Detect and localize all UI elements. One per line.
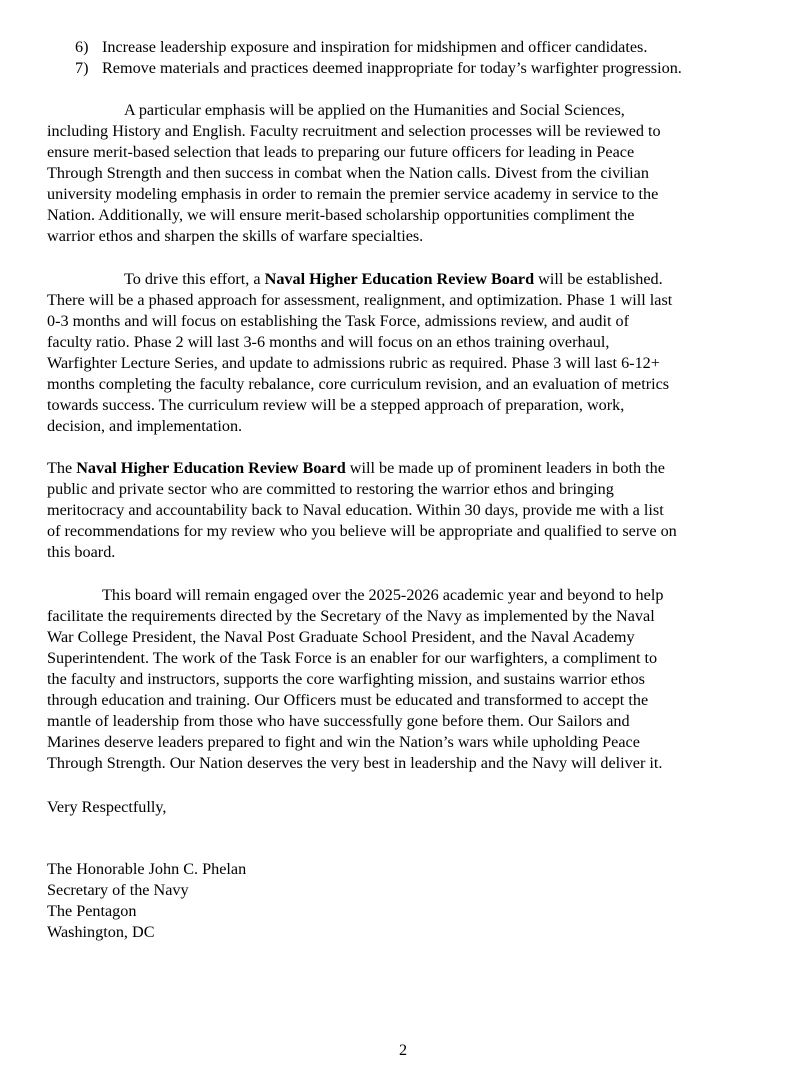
closing-salutation: Very Respectfully, bbox=[47, 798, 167, 816]
numbered-list bbox=[75, 37, 795, 79]
paragraph-line: facilitate the requirements directed by the Secretary of the Navy as implemented by the Naval bbox=[47, 607, 655, 625]
paragraph-line: the faculty and instructors, supports the core warfighting mission, and sustains warrior ethos bbox=[47, 670, 645, 688]
paragraph-line: this board. bbox=[47, 543, 116, 561]
signer-title: Secretary of the Navy bbox=[47, 881, 189, 899]
signer-office: The Pentagon bbox=[47, 902, 137, 920]
paragraph-line: This board will remain engaged over the 2025-2026 academic year and beyond to help bbox=[102, 586, 664, 604]
list-text: Increase leadership exposure and inspiration for midshipmen and officer candidates. bbox=[102, 38, 648, 56]
paragraph-line: Through Strength. Our Nation deserves the very best in leadership and the Navy will deliver it. bbox=[47, 754, 663, 772]
list-item-7 bbox=[75, 58, 795, 79]
list-item-6 bbox=[75, 37, 795, 58]
paragraph-line: Through Strength and then success in combat when the Nation calls. Divest from the civilian bbox=[47, 164, 649, 182]
paragraph-review-board-phases bbox=[47, 269, 767, 437]
paragraph-line: towards success. The curriculum review will be a stepped approach of preparation, work, bbox=[47, 396, 625, 414]
paragraph-line: including History and English. Faculty recruitment and selection processes will be reviewed to bbox=[47, 122, 661, 140]
paragraph-humanities-emphasis bbox=[47, 100, 767, 247]
paragraph-line: Nation. Additionally, we will ensure merit-based scholarship opportunities compliment the bbox=[47, 206, 635, 224]
paragraph-line: Superintendent. The work of the Task Force is an enabler for our warfighters, a compliment to bbox=[47, 649, 658, 667]
paragraph-line: warrior ethos and sharpen the skills of warfare specialties. bbox=[47, 227, 424, 245]
text-run: will be made up of prominent leaders in both the bbox=[345, 459, 665, 477]
text-run: will be established. bbox=[534, 270, 663, 288]
paragraph-board-membership bbox=[47, 458, 767, 563]
list-text: Remove materials and practices deemed inappropriate for today’s warfighter progression. bbox=[102, 59, 682, 77]
board-name-bold: Naval Higher Education Review Board bbox=[264, 270, 535, 288]
text-run: The bbox=[47, 459, 77, 477]
paragraph-line bbox=[47, 458, 767, 479]
page-number: 2 bbox=[398, 1041, 408, 1059]
paragraph-line: 0-3 months and will focus on establishing the Task Force, admissions review, and audit of bbox=[47, 312, 629, 330]
list-number: 7) bbox=[75, 59, 89, 77]
paragraph-line: through education and training. Our Officers must be educated and transformed to accept the bbox=[47, 691, 649, 709]
paragraph-line: A particular emphasis will be applied on the Humanities and Social Sciences, bbox=[124, 101, 625, 119]
paragraph-line: decision, and implementation. bbox=[47, 417, 243, 435]
paragraph-line bbox=[47, 269, 767, 290]
text-run: To drive this effort, a bbox=[124, 270, 265, 288]
paragraph-line: meritocracy and accountability back to Naval education. Within 30 days, provide me with a list bbox=[47, 501, 664, 519]
paragraph-line: ensure merit-based selection that leads to preparing our future officers for leading in Peace bbox=[47, 143, 635, 161]
paragraph-line: Warfighter Lecture Series, and update to admissions rubric as required. Phase 3 will last 6-12+ bbox=[47, 354, 660, 372]
paragraph-line: mantle of leadership from those who have successfully gone before them. Our Sailors and bbox=[47, 712, 630, 730]
paragraph-line: Marines deserve leaders prepared to fight and win the Nation’s wars while upholding Peace bbox=[47, 733, 640, 751]
paragraph-line: university modeling emphasis in order to remain the premier service academy in service to the bbox=[47, 185, 659, 203]
paragraph-board-engagement bbox=[47, 585, 767, 774]
paragraph-line: of recommendations for my review who you believe will be appropriate and qualified to serve on bbox=[47, 522, 677, 540]
paragraph-line: faculty ratio. Phase 2 will last 3-6 months and will focus on an ethos training overhaul, bbox=[47, 333, 610, 351]
list-number: 6) bbox=[75, 38, 89, 56]
paragraph-line: months completing the faculty rebalance, core curriculum revision, and an evaluation of metrics bbox=[47, 375, 670, 393]
signer-name: The Honorable John C. Phelan bbox=[47, 860, 247, 878]
paragraph-line: There will be a phased approach for assessment, realignment, and optimization. Phase 1 will last bbox=[47, 291, 673, 309]
signature-block bbox=[47, 859, 246, 943]
paragraph-line: War College President, the Naval Post Graduate School President, and the Naval Academy bbox=[47, 628, 635, 646]
board-name-bold: Naval Higher Education Review Board bbox=[76, 459, 346, 477]
signer-location: Washington, DC bbox=[47, 923, 155, 941]
paragraph-line: public and private sector who are committed to restoring the warrior ethos and bringing bbox=[47, 480, 614, 498]
